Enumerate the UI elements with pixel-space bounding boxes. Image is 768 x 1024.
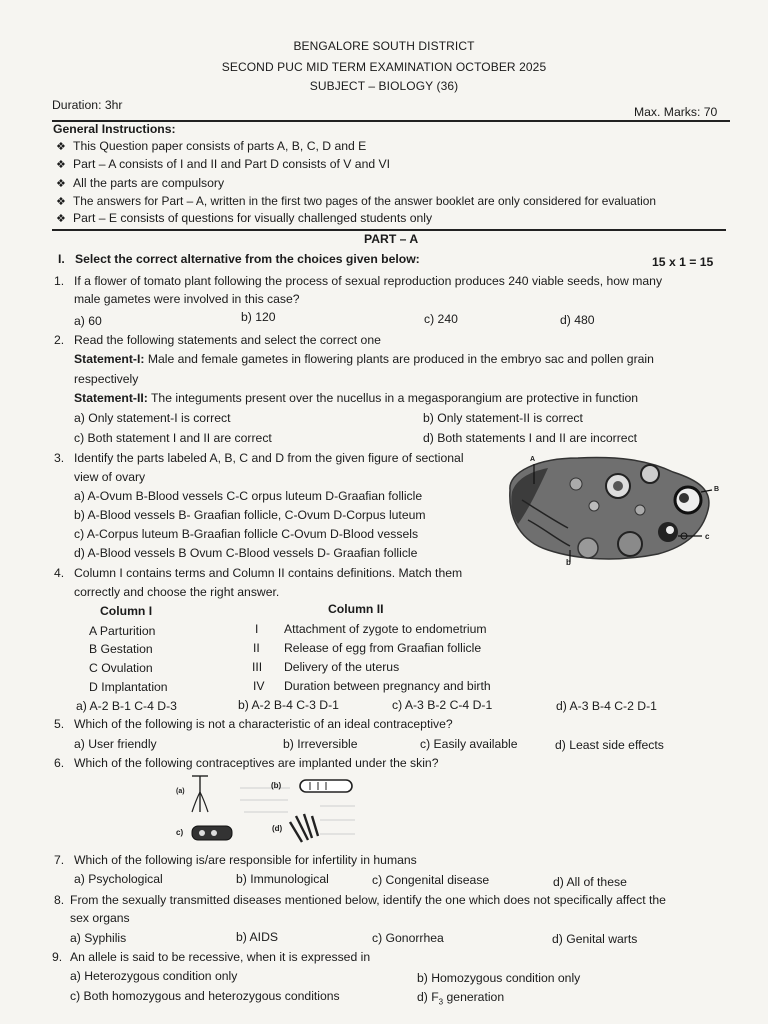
question-text: Which of the following is/are responsible for infertility in humans	[74, 853, 417, 867]
statement-text: The integuments present over the nucellus in a megasporangium are protective in function	[147, 391, 639, 405]
question-text: Which of the following contraceptives are implanted under the skin?	[74, 756, 439, 770]
column-2-header: Column II	[328, 602, 384, 616]
instructions-title: General Instructions:	[53, 122, 176, 136]
column-1-header: Column I	[100, 604, 153, 618]
diamond-bullet-icon: ❖	[56, 213, 66, 225]
figure-label-d: (d)	[272, 824, 283, 833]
question-text: Read the following statements and select the correct one	[74, 333, 381, 347]
option-a: a) A-2 B-1 C-4 D-3	[76, 699, 177, 713]
option-b: b) Irreversible	[283, 737, 358, 751]
question-number: 8.	[54, 893, 65, 907]
option-d	[417, 990, 504, 1006]
instructions-rule	[52, 229, 726, 231]
option-a: a) A-Ovum B-Blood vessels C-C orpus luteum D-Graafian follicle	[74, 489, 423, 503]
option-a: a) Heterozygous condition only	[70, 969, 238, 983]
section-instruction: Select the correct alternative from the choices given below:	[75, 252, 420, 266]
instruction-item: The answers for Part – A, written in the first two pages of the answer booklet are only considered for evaluation	[73, 194, 656, 208]
match-roman: III	[252, 660, 263, 674]
option-b: b) AIDS	[236, 930, 278, 944]
option-d: d) Genital warts	[552, 932, 638, 946]
question-number: 1.	[54, 274, 65, 288]
option-d: d) All of these	[553, 875, 627, 889]
contraceptives-figure	[170, 772, 370, 844]
figure-label-c: c)	[176, 828, 184, 837]
question-text: From the sexually transmitted diseases mentioned below, identify the one which does not specifically affect the	[70, 893, 666, 907]
diamond-bullet-icon: ❖	[56, 178, 66, 190]
option-d: d) Both statements I and II are incorrect	[423, 431, 638, 445]
match-roman: II	[253, 641, 260, 655]
question-number: 2.	[54, 333, 65, 347]
match-term: A Parturition	[89, 624, 156, 638]
option-c: c) Gonorrhea	[372, 931, 444, 945]
question-number: 5.	[54, 717, 65, 731]
ovary-section-figure	[498, 450, 726, 572]
question-text: An allele is said to be recessive, when it is expressed in	[70, 950, 371, 964]
option-c: c) A-Corpus luteum B-Graafian follicle C-Ovum D-Blood vessels	[74, 527, 419, 541]
option-c: c) A-3 B-2 C-4 D-1	[392, 698, 493, 712]
match-definition: Delivery of the uterus	[284, 660, 400, 674]
figure-label-a: A	[530, 456, 536, 463]
option-d-subscript: 3	[438, 997, 444, 1007]
option-c: c) Both statement I and II are correct	[74, 431, 272, 445]
exam-title: SECOND PUC MID TERM EXAMINATION OCTOBER 2025	[221, 60, 547, 74]
figure-label-d: b	[566, 558, 571, 567]
option-d: d) A-Blood vessels B Ovum C-Blood vessels D- Graafian follicle	[74, 546, 418, 560]
question-number: 4.	[54, 566, 65, 580]
option-b: b) 120	[241, 310, 276, 324]
question-number: 6.	[54, 756, 65, 770]
section-label: I.	[58, 252, 65, 266]
instruction-item: Part – E consists of questions for visually challenged students only	[73, 211, 433, 225]
question-text: Which of the following is not a characteristic of an ideal contraceptive?	[74, 717, 453, 731]
match-term: C Ovulation	[89, 661, 153, 675]
option-b: b) Immunological	[236, 872, 329, 886]
diamond-bullet-icon: ❖	[56, 159, 66, 171]
option-b: b) Only statement-II is correct	[423, 411, 583, 425]
option-b: b) Homozygous condition only	[417, 971, 581, 985]
question-text: sex organs	[70, 911, 130, 925]
option-d: d) Least side effects	[555, 738, 664, 752]
option-a: a) Syphilis	[70, 931, 127, 945]
duration: Duration: 3hr	[52, 98, 123, 112]
option-c: c) Congenital disease	[372, 873, 490, 887]
match-term: B Gestation	[89, 642, 153, 656]
question-text: Identify the parts labeled A, B, C and D from the given figure of sectional	[74, 451, 464, 465]
statement-2	[74, 391, 638, 405]
figure-label-a: (a)	[176, 788, 185, 795]
question-number: 7.	[54, 853, 65, 867]
option-c: c) Both homozygous and heterozygous conditions	[70, 989, 340, 1003]
option-b: b) A-Blood vessels B- Graafian follicle, C-Ovum D-Corpus luteum	[74, 508, 426, 522]
question-text: Column I contains terms and Column II contains definitions. Match them	[74, 566, 463, 580]
question-text: view of ovary	[74, 470, 146, 484]
figure-label-c: c	[705, 532, 710, 541]
question-text: male gametes were involved in this case?	[74, 292, 300, 306]
question-text: correctly and choose the right answer.	[74, 585, 280, 599]
statement-label: Statement-I:	[74, 352, 145, 366]
instruction-item: Part – A consists of I and II and Part D consists of V and VI	[73, 157, 391, 171]
statement-label: Statement-II:	[74, 391, 148, 405]
diamond-bullet-icon: ❖	[56, 196, 66, 208]
diamond-bullet-icon: ❖	[56, 141, 66, 153]
option-c: c) 240	[424, 312, 458, 326]
instruction-item: All the parts are compulsory	[73, 176, 225, 190]
instruction-item: This Question paper consists of parts A, B, C, D and E	[73, 139, 367, 153]
question-number: 9.	[52, 950, 63, 964]
option-a: a) Only statement-I is correct	[74, 411, 231, 425]
statement-text: respectively	[74, 372, 139, 386]
option-d-prefix: d) F	[417, 990, 439, 1004]
option-b: b) A-2 B-4 C-3 D-1	[238, 698, 339, 712]
option-a: a) Psychological	[74, 872, 163, 886]
statement-text: Male and female gametes in flowering plants are produced in the embryo sac and pollen grain	[144, 352, 654, 366]
part-a-title: PART – A	[364, 232, 419, 246]
option-d: d) A-3 B-4 C-2 D-1	[556, 699, 657, 713]
option-c: c) Easily available	[420, 737, 518, 751]
option-a: a) 60	[74, 314, 102, 328]
figure-label-b: (b)	[271, 781, 282, 790]
statement-1	[74, 352, 654, 366]
question-number: 3.	[54, 451, 65, 465]
match-definition: Duration between pregnancy and birth	[284, 679, 491, 693]
option-d: d) 480	[560, 313, 595, 327]
match-definition: Attachment of zygote to endometrium	[284, 622, 487, 636]
subject-title: SUBJECT – BIOLOGY (36)	[309, 79, 459, 93]
max-marks: Max. Marks: 70	[634, 105, 718, 119]
match-roman: I	[255, 622, 259, 636]
question-text: If a flower of tomato plant following the process of sexual reproduction produces 240 viable seeds, how many	[74, 274, 663, 288]
match-term: D Implantation	[89, 680, 168, 694]
option-d-suffix: generation	[443, 990, 505, 1004]
district-title: BENGALORE SOUTH DISTRICT	[293, 39, 475, 53]
option-a: a) User friendly	[74, 737, 157, 751]
match-definition: Release of egg from Graafian follicle	[284, 641, 482, 655]
section-marks: 15 x 1 = 15	[652, 255, 714, 269]
match-roman: IV	[253, 679, 265, 693]
figure-label-b: B	[714, 486, 720, 493]
